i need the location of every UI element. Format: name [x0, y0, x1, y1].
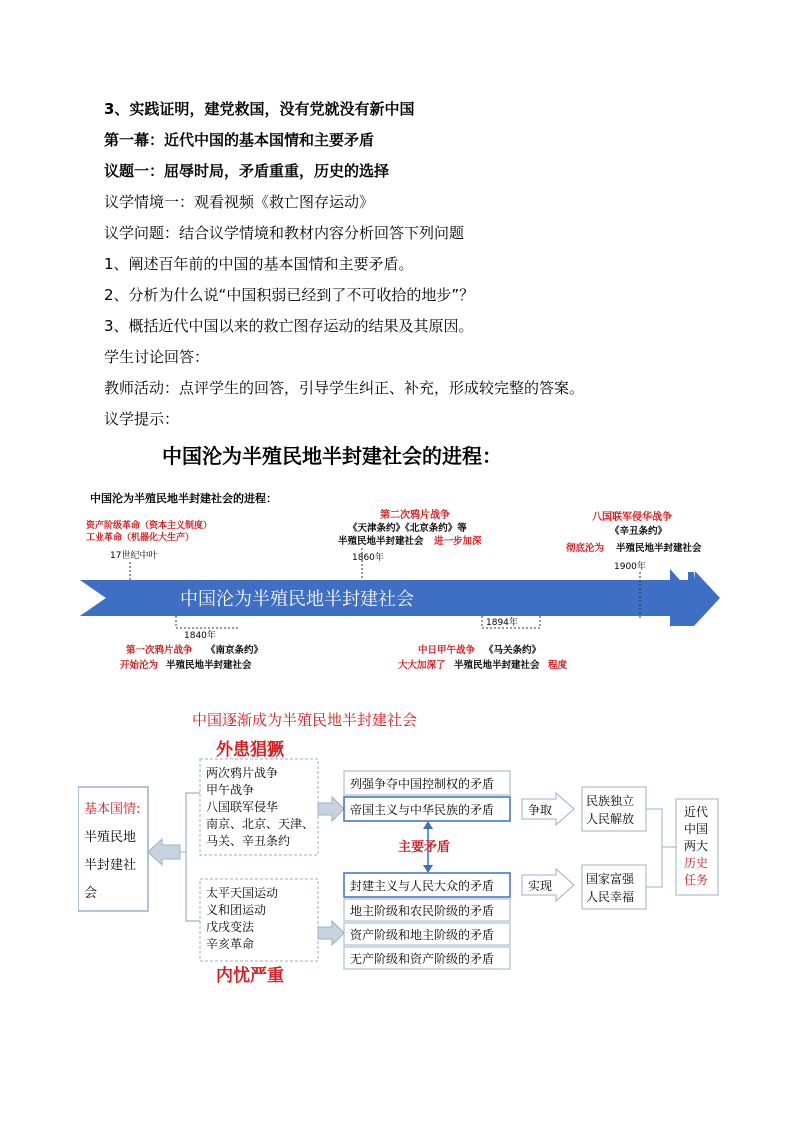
- realize-label: 实现: [528, 879, 553, 893]
- basic-line-2: 半封建社: [84, 858, 137, 873]
- ev2-line-c1: 半殖民地半封建社会: [338, 536, 424, 547]
- discussion-line: 学生讨论回答：: [104, 348, 210, 366]
- ev5-line-a1: 中日甲午战争: [418, 645, 476, 656]
- ev3-line-b: 《辛丑条约》: [610, 526, 668, 537]
- timeline-figure: [80, 478, 720, 678]
- act-heading: 第一幕：近代中国的基本国情和主要矛盾: [104, 131, 375, 149]
- timeline-arrow-label: 中国沦为半殖民地半封建社会: [180, 589, 414, 610]
- task-line-1: 近代: [684, 805, 709, 819]
- main-arrow-down: [423, 865, 433, 873]
- ev1-line-a: 资产阶级革命（资本主义制度）: [86, 521, 213, 531]
- ev5-line-b2: 半殖民地半封建社会: [454, 660, 540, 671]
- main-arrow-up: [423, 821, 433, 829]
- arrow-wars-right: [318, 797, 344, 821]
- figure-title: 中国沦为半殖民地半封建社会的进程：: [162, 444, 502, 468]
- ev3-line-c2: 半殖民地半封建社会: [616, 543, 702, 554]
- ev1-year: 17世纪中叶: [110, 551, 158, 561]
- contradiction-bottom-3: 资产阶级和地主阶级的矛盾: [350, 928, 495, 942]
- left-bracket: [186, 793, 200, 921]
- ev4-line-b1: 开始沦为: [120, 660, 159, 671]
- ev4-line-a1: 第一次鸦片战争: [126, 645, 193, 656]
- teacher-activity-line: 教师活动：点评学生的回答，引导学生纠正、补充，形成较完整的答案。: [104, 379, 585, 397]
- goal-2-line-2: 人民幸福: [586, 890, 635, 904]
- ev4-line-a2: 《南京条约》: [206, 645, 264, 656]
- ev2-line-c2: 进一步加深: [434, 536, 482, 547]
- contradiction-bottom-2: 地主阶级和农民阶级的矛盾: [350, 904, 495, 918]
- scenario-line: 议学情境一：观看视频《救亡图存运动》: [104, 193, 375, 211]
- task-line-3: 两大: [684, 839, 709, 853]
- contradiction-top-1: 列强争夺中国控制权的矛盾: [350, 777, 495, 791]
- ev3-line-c1: 彻底沦为: [566, 543, 605, 554]
- basic-label: 基本国情:: [84, 802, 141, 817]
- hint-line: 议学提示：: [104, 410, 180, 428]
- movement-1: 太平天国运动: [206, 886, 279, 900]
- internal-label: 内忧严重: [216, 966, 284, 986]
- war-4: 南京、北京、天津、: [206, 817, 315, 831]
- war-3: 八国联军侵华: [206, 800, 279, 814]
- section-heading: 3、实践证明，建党救国，没有党就没有新中国: [104, 100, 415, 118]
- ev5-year: 1894年: [486, 618, 518, 628]
- ev2-line-a: 第二次鸦片战争: [380, 510, 450, 521]
- basic-line-3: 会: [84, 886, 98, 901]
- strive-label: 争取: [528, 803, 553, 817]
- topic-heading: 议题一：屈辱时局，矛盾重重，历史的选择: [104, 162, 390, 180]
- question-line: 议学问题：结合议学情境和教材内容分析回答下列问题: [104, 224, 465, 242]
- goal-1-line-1: 民族独立: [586, 794, 635, 808]
- ev5-line-b3: 程度: [548, 660, 568, 671]
- war-5: 马关、辛丑条约: [206, 834, 291, 848]
- war-2: 甲午战争: [206, 783, 255, 797]
- goal-2-line-1: 国家富强: [586, 872, 635, 886]
- main-contradiction-label: 主要矛盾: [398, 840, 451, 855]
- external-label: 外患猖獗: [216, 740, 284, 760]
- contradiction-bottom-4: 无产阶级和资产阶级的矛盾: [350, 952, 495, 966]
- question-3: 3、概括近代中国以来的救亡图存运动的结果及其原因。: [104, 317, 474, 335]
- contradiction-diagram: [78, 705, 738, 995]
- task-line-5: 任务: [684, 873, 709, 887]
- task-line-4: 历史: [684, 856, 709, 870]
- ev3-year: 1900年: [614, 562, 646, 572]
- ev2-line-b: 《天津条约》《北京条约》等: [348, 523, 467, 534]
- arrow-movements-right: [318, 921, 344, 945]
- ev5-line-a2: 《马关条约》: [484, 645, 542, 656]
- right-bracket: [646, 809, 662, 887]
- ev3-line-a: 八国联军侵华战争: [592, 512, 672, 523]
- basic-line-1: 半殖民地: [84, 830, 137, 845]
- movement-2: 义和团运动: [206, 903, 267, 917]
- contradiction-top-2: 帝国主义与中华民族的矛盾: [350, 803, 495, 817]
- ev2-year: 1860年: [352, 553, 384, 563]
- war-1: 两次鸦片战争: [206, 766, 279, 780]
- timeline-subtitle: 中国沦为半殖民地半封建社会的进程：: [90, 492, 277, 505]
- task-line-2: 中国: [684, 822, 709, 836]
- question-1: 1、阐述百年前的中国的基本国情和主要矛盾。: [104, 255, 414, 273]
- diagram-title: 中国逐渐成为半殖民地半封建社会: [192, 711, 418, 729]
- ev5-line-b1: 大大加深了: [398, 660, 446, 671]
- ev1-line-b: 工业革命（机器化大生产）: [86, 533, 195, 543]
- arrow-to-basic: [148, 839, 180, 865]
- contradiction-bottom-1: 封建主义与人民大众的矛盾: [350, 879, 495, 893]
- ev4-year: 1840年: [184, 631, 216, 641]
- movement-4: 辛亥革命: [206, 937, 255, 951]
- ev4-leader: [176, 616, 240, 628]
- question-2: 2、分析为什么说“中国积弱已经到了不可收拾的地步”？: [104, 286, 475, 304]
- movement-3: 戊戌变法: [206, 920, 255, 934]
- ev4-line-b2: 半殖民地半封建社会: [166, 660, 252, 671]
- goal-1-line-2: 人民解放: [586, 812, 635, 826]
